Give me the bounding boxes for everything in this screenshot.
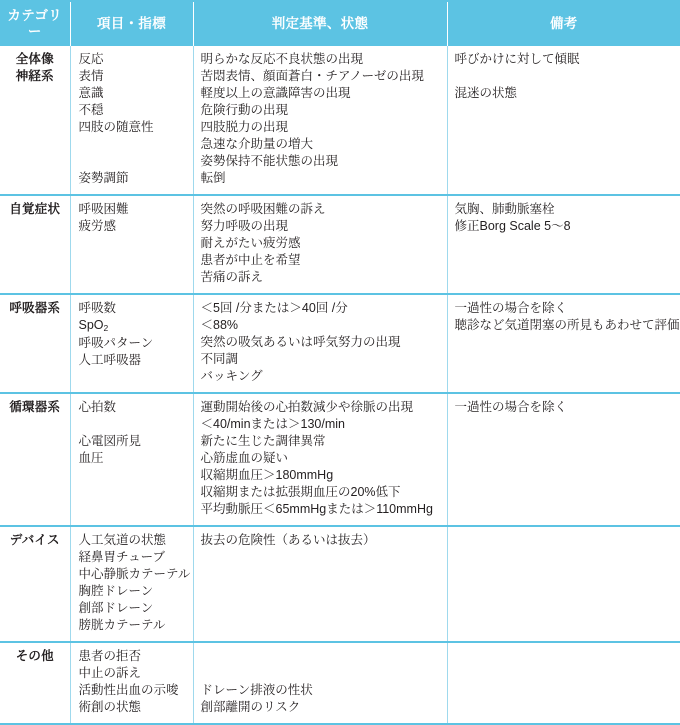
category-line: デバイス — [2, 532, 68, 549]
item-cell-overall-nervous — [70, 46, 193, 195]
item-line: 中止の訴え — [79, 665, 193, 682]
criteria-line: ＜5回 /分または＞40回 /分 — [201, 300, 447, 317]
criteria-cell-respiratory — [193, 294, 447, 393]
item-line: 創部ドレーン — [79, 600, 193, 617]
category-cell-devices — [0, 526, 70, 642]
item-line: 心拍数 — [79, 399, 193, 416]
item-line: 姿勢調節 — [79, 170, 193, 187]
item-cell-others — [70, 642, 193, 724]
criteria-line: 患者が中止を希望 — [201, 252, 447, 269]
table-row — [0, 642, 680, 724]
header-criteria-state: 判定基準、状態 — [193, 1, 447, 46]
criteria-line: 姿勢保持不能状態の出現 — [201, 153, 447, 170]
criteria-line: 創部離開のリスク — [201, 699, 447, 716]
remarks-lines — [448, 532, 680, 549]
item-line: SpO$_2$ — [79, 317, 193, 335]
item-line: 活動性出血の示唆 — [79, 682, 193, 699]
criteria-line: 運動開始後の心拍数減少や徐脈の出現 — [201, 399, 447, 416]
criteria-line: 急速な介助量の増大 — [201, 136, 447, 153]
item-line: 人工呼吸器 — [79, 352, 193, 369]
spacer-line — [201, 648, 447, 665]
criteria-line: 収縮期血圧＞180mmHg — [201, 467, 447, 484]
category-cell-respiratory — [0, 294, 70, 393]
item-line: 経鼻胃チューブ — [79, 549, 193, 566]
item-line: 不穏 — [79, 102, 193, 119]
criteria-line: 転倒 — [201, 170, 447, 187]
item-cell-respiratory — [70, 294, 193, 393]
table-body — [0, 46, 680, 724]
item-line: 呼吸数 — [79, 300, 193, 317]
criteria-line: 抜去の危険性（あるいは抜去） — [201, 532, 447, 549]
category-lines — [0, 648, 70, 665]
item-lines — [71, 532, 193, 634]
category-lines — [0, 51, 70, 85]
criteria-line: 四肢脱力の出現 — [201, 119, 447, 136]
remarks-cell-subjective-symptoms — [447, 195, 680, 294]
criteria-line: 軽度以上の意識障害の出現 — [201, 85, 447, 102]
remarks-lines — [448, 51, 680, 102]
table-header — [0, 1, 680, 46]
header-item-index: 項目・指標 — [70, 1, 193, 46]
remarks-lines — [448, 201, 680, 235]
remarks-cell-respiratory — [447, 294, 680, 393]
criteria-line: ＜40/minまたは＞130/min — [201, 416, 447, 433]
spacer-line — [79, 153, 193, 170]
criteria-cell-others — [193, 642, 447, 724]
category-cell-subjective-symptoms — [0, 195, 70, 294]
category-line: 呼吸器系 — [2, 300, 68, 317]
criteria-line: 突然の吸気あるいは呼気努力の出現 — [201, 334, 447, 351]
criteria-line: 耐えがたい疲労感 — [201, 235, 447, 252]
criteria-line: 不同調 — [201, 351, 447, 368]
category-lines — [0, 201, 70, 218]
category-line: 循環器系 — [2, 399, 68, 416]
criteria-lines — [194, 532, 447, 549]
criteria-line: ドレーン排液の性状 — [201, 682, 447, 699]
spacer-line — [455, 648, 680, 665]
criteria-cell-devices — [193, 526, 447, 642]
item-line: 四肢の随意性 — [79, 119, 193, 136]
remarks-line: 混迷の状態 — [455, 85, 680, 102]
table-row — [0, 526, 680, 642]
item-lines — [71, 399, 193, 467]
item-line: 術創の状態 — [79, 699, 193, 716]
spacer-line — [79, 136, 193, 153]
criteria-line: ＜88% — [201, 317, 447, 334]
item-cell-devices — [70, 526, 193, 642]
table-row — [0, 195, 680, 294]
header-category: カテゴリー — [0, 1, 70, 46]
criteria-line: バッキング — [201, 368, 447, 385]
remarks-cell-devices — [447, 526, 680, 642]
category-cell-circulatory — [0, 393, 70, 526]
criteria-line: 新たに生じた調律異常 — [201, 433, 447, 450]
spacer-line — [455, 68, 680, 85]
criteria-line: 努力呼吸の出現 — [201, 218, 447, 235]
criteria-line: 平均動脈圧＜65mmHgまたは＞110mmHg — [201, 501, 447, 518]
header-remarks: 備考 — [447, 1, 680, 46]
category-line: 神経系 — [2, 68, 68, 85]
category-lines — [0, 532, 70, 549]
category-lines — [0, 399, 70, 416]
item-line: 血圧 — [79, 450, 193, 467]
criteria-cell-subjective-symptoms — [193, 195, 447, 294]
spacer-line — [455, 532, 680, 549]
item-line: 反応 — [79, 51, 193, 68]
remarks-line: 一過性の場合を除く — [455, 399, 680, 416]
table-row — [0, 46, 680, 195]
criteria-lines — [194, 648, 447, 716]
category-cell-overall-nervous — [0, 46, 70, 195]
criteria-lines — [194, 201, 447, 286]
remarks-cell-circulatory — [447, 393, 680, 526]
item-line: 呼吸困難 — [79, 201, 193, 218]
item-line: 表情 — [79, 68, 193, 85]
criteria-line: 明らかな反応不良状態の出現 — [201, 51, 447, 68]
criteria-cell-overall-nervous — [193, 46, 447, 195]
item-line: 胸腔ドレーン — [79, 583, 193, 600]
table-row — [0, 294, 680, 393]
item-cell-subjective-symptoms — [70, 195, 193, 294]
remarks-line: 気胸、肺動脈塞栓 — [455, 201, 680, 218]
spacer-line — [79, 416, 193, 433]
remarks-line: 一過性の場合を除く — [455, 300, 680, 317]
criteria-cell-circulatory — [193, 393, 447, 526]
criteria-line: 危険行動の出現 — [201, 102, 447, 119]
item-line: 呼吸パターン — [79, 335, 193, 352]
item-lines — [71, 201, 193, 235]
category-lines — [0, 300, 70, 317]
remarks-line: 聴診など気道閉塞の所見もあわせて評価 — [455, 317, 680, 334]
remarks-lines — [448, 300, 680, 334]
item-lines — [71, 648, 193, 716]
table-row — [0, 393, 680, 526]
category-cell-others — [0, 642, 70, 724]
item-line: 中心静脈カテーテル — [79, 566, 193, 583]
criteria-line: 心筋虚血の疑い — [201, 450, 447, 467]
category-line: 全体像 — [2, 51, 68, 68]
table-header-row — [0, 1, 680, 46]
remarks-line: 修正Borg Scale 5〜8 — [455, 218, 680, 235]
item-lines — [71, 51, 193, 187]
remarks-cell-overall-nervous — [447, 46, 680, 195]
criteria-line: 収縮期または拡張期血圧の20%低下 — [201, 484, 447, 501]
remarks-line: 呼びかけに対して傾眠 — [455, 51, 680, 68]
criteria-lines — [194, 300, 447, 385]
criteria-lines — [194, 399, 447, 518]
item-line: 意識 — [79, 85, 193, 102]
spacer-line — [201, 665, 447, 682]
remarks-lines — [448, 399, 680, 416]
item-line: 人工気道の状態 — [79, 532, 193, 549]
category-line: 自覚症状 — [2, 201, 68, 218]
remarks-cell-others — [447, 642, 680, 724]
remarks-lines — [448, 648, 680, 665]
item-line: 心電図所見 — [79, 433, 193, 450]
criteria-lines — [194, 51, 447, 187]
item-line: 患者の拒否 — [79, 648, 193, 665]
item-line: 疲労感 — [79, 218, 193, 235]
criteria-line: 突然の呼吸困難の訴え — [201, 201, 447, 218]
criteria-line: 苦痛の訴え — [201, 269, 447, 286]
category-line: その他 — [2, 648, 68, 665]
item-line: 膀胱カテーテル — [79, 617, 193, 634]
item-lines — [71, 300, 193, 369]
item-cell-circulatory — [70, 393, 193, 526]
criteria-line: 苦悶表情、顔面蒼白・チアノーゼの出現 — [201, 68, 447, 85]
